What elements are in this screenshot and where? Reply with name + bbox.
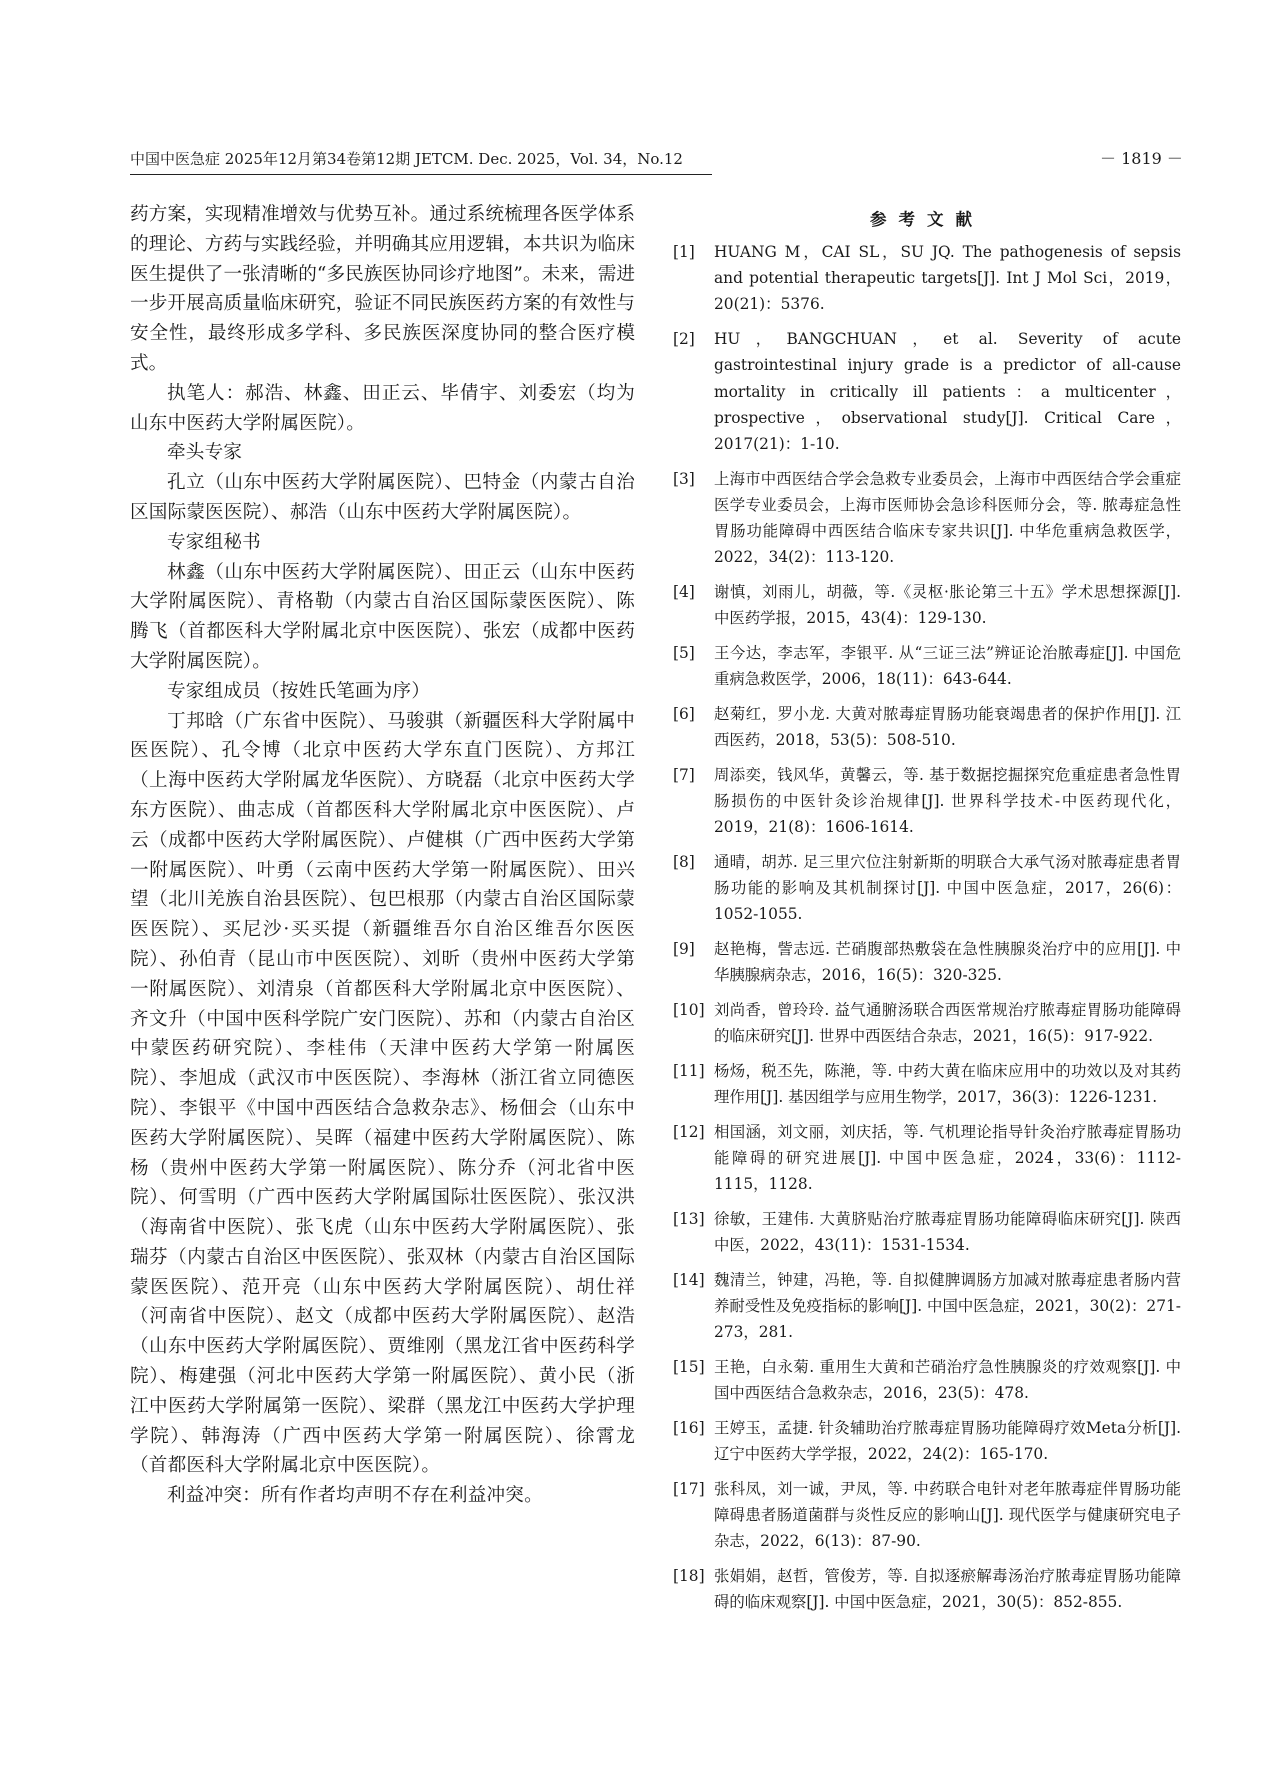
reference-item [673,1354,1181,1406]
reference-number: [1] [673,243,695,261]
reference-item [673,762,1181,841]
page-number: － 1819 － [1100,149,1183,168]
reference-text: 徐敏，王建伟. 大黄脐贴治疗脓毒症胃肠功能障碍临床研究[J]. 陕西中医，2022，43(11)：1531-1534. [714,1209,1181,1254]
reference-text: 谢慎，刘雨儿，胡薇，等.《灵枢·胀论第三十五》学术思想探源[J]. 中医药学报，2015，43(4)：129-130. [714,582,1181,628]
reference-item [673,1267,1181,1346]
reference-text: 张娟娟，赵哲，管俊芳，等. 自拟逐瘀解毒汤治疗脓毒症胃肠功能障碍的临床观察[J]. 中国中医急症，2021，30(5)：852-855. [714,1566,1181,1611]
lead-experts-heading: 牵头专家 [167,442,243,464]
reference-item [673,997,1181,1049]
left-column [130,200,635,1511]
reference-item [673,1476,1181,1555]
reference-number: [18] [673,1566,705,1585]
reference-item [673,1119,1181,1198]
reference-item [673,466,1181,571]
reference-text: 王艳，白永菊. 重用生大黄和芒硝治疗急性胰腺炎的疗效观察[J]. 中国中西医结合急救杂志，2016，23(5)：478. [714,1357,1181,1402]
reference-item [673,1563,1181,1615]
reference-item [673,1058,1181,1110]
reference-number: [3] [673,469,695,488]
reference-item [673,326,1181,457]
reference-text: 赵艳梅，訾志远. 芒硝腹部热敷袋在急性胰腺炎治疗中的应用[J]. 中华胰腺病杂志，2016，16(5)：320-325. [714,939,1181,985]
reference-number: [8] [673,852,695,871]
reference-item [673,579,1181,631]
reference-text: 王今达，李志军，李银平. 从“三证三法”辨证论治脓毒症[J]. 中国危重病急救医学，2006，18(11)：643-644. [714,643,1181,689]
reference-number: [4] [673,582,695,601]
reference-text: HU，BANGCHUAN，et al. Severity of acute gastrointestinal injury grade is a predictor of all-cause mortality in critically ill patients：a multicenter，prospective，observational study[J]. Critical Care，2017(21)：1-10. [714,330,1181,453]
reference-text: 通晴，胡苏. 足三里穴位注射新斯的明联合大承气汤对脓毒症患者胃肠功能的影响及其机制探讨[J]. 中国中医急症，2017，26(6)：1052-1055. [714,852,1181,924]
secretary-list: 林鑫（山东中医药大学附属医院）、田正云（山东中医药大学附属医院）、青格勒（内蒙古自治区国际蒙医医院）、陈腾飞（首都医科大学附属北京中医医院）、张宏（成都中医药大学附属医院）。 [130,561,635,672]
reference-item [673,936,1181,988]
reference-text: 张科凤，刘一诚，尹凤，等. 中药联合电针对老年脓毒症伴胃肠功能障碍患者肠道菌群与炎性反应的影响山[J]. 现代医学与健康研究电子杂志，2022，6(13)：87-90. [714,1479,1181,1550]
conflict-statement: 利益冲突：所有作者均声明不存在利益冲突。 [167,1485,543,1507]
members-list: 丁邦晗（广东省中医院）、马骏骐（新疆医科大学附属中医医院）、孔令博（北京中医药大学东直门医院）、方邦江（上海中医药大学附属龙华医院）、方晓磊（北京中医药大学东方医院）、曲志成（首都医科大学附属北京中医医院）、卢云（成都中医药大学附属医院）、卢健棋（广西中医药大学第一附属医院）、叶勇（云南中医药大学第一附属医院）、田兴望（北川羌族自治县医院）、包巴根那（内蒙古自治区国际蒙医医院）、买尼沙·买买提（新疆维吾尔自治区维吾尔医医院）、孙伯青（昆山市中医医院）、刘昕（贵州中医药大学第一附属医院）、刘清泉（首都医科大学附属北京中医医院）、齐文升（中国中医科学院广安门医院）、苏和（内蒙古自治区中蒙医药研究院）、李桂伟（天津中医药大学第一附属医院）、李旭成（武汉市中医医院）、李海林（浙江省立同德医院）、李银平《中国中西医结合急救杂志》、杨佃会（山东中医药大学附属医院）、吴晖（福建中医药大学附属医院）、陈杨（贵州中医药大学第一附属医院）、陈分乔（河北省中医院）、何雪明（广西中医药大学附属国际壮医医院）、张汉洪（海南省中医院）、张飞虎（山东中医药大学附属医院）、张瑞芬（内蒙古自治区中医医院）、张双林（内蒙古自治区国际蒙医医院）、范开亮（山东中医药大学附属医院）、胡仕祥（河南省中医院）、赵文（成都中医药大学附属医院）、赵浩（山东中医药大学附属医院）、贾维刚（黑龙江省中医药科学院）、梅建强（河北中医药大学第一附属医院）、黄小民（浙江中医药大学附属第一医院）、梁群（黑龙江中医药大学护理学院）、韩海涛（广西中医药大学第一附属医院）、徐霄龙（首都医科大学附属北京中医医院）。 [130,710,635,1477]
reference-number: [5] [673,643,695,662]
reference-text: 魏清兰，钟建，冯艳，等. 自拟健脾调肠方加减对脓毒症患者肠内营养耐受性及免疫指标的影响[J]. 中国中医急症，2021，30(2)：271-273，281. [714,1270,1181,1342]
reference-number: [11] [673,1061,705,1080]
reference-text: 杨炀，税丕先，陈滟，等. 中药大黄在临床应用中的功效以及对其药理作用[J]. 基因组学与应用生物学，2017，36(3)：1226-1231. [714,1061,1181,1106]
right-column [673,208,1181,1624]
reference-text: 上海市中西医结合学会急救专业委员会，上海市中西医结合学会重症医学专业委员会，上海市医师协会急诊科医师分会，等. 脓毒症急性胃肠功能障碍中西医结合临床专家共识[J]. 中华危重病急救医学，2022，34(2)：113-120. [714,469,1181,567]
members-heading: 专家组成员（按姓氏笔画为序） [167,680,431,702]
reference-number: [10] [673,1000,705,1019]
reference-number: [7] [673,765,695,784]
reference-text: 赵菊红，罗小龙. 大黄对脓毒症胃肠功能衰竭患者的保护作用[J]. 江西医药，2018，53(5)：508-510. [714,704,1181,749]
secretary-heading: 专家组秘书 [167,531,261,553]
reference-number: [12] [673,1122,705,1141]
reference-item [673,1415,1181,1467]
reference-item [673,239,1181,318]
reference-text: 周添奕，钱风华，黄馨云，等. 基于数据挖掘探究危重症患者急性胃肠损伤的中医针灸诊治规律[J]. 世界科学技术-中医药现代化，2019，21(8)：1606-1614. [714,765,1181,837]
authors-paragraph: 执笔人：郝浩、林鑫、田正云、毕倩宇、刘委宏（均为山东中医药大学附属医院）。 [130,382,635,434]
reference-number: [17] [673,1479,705,1498]
reference-item [673,1206,1181,1258]
reference-number: [16] [673,1418,705,1437]
reference-text: 王婷玉，孟捷. 针灸辅助治疗脓毒症胃肠功能障碍疗效Meta分析[J]. 辽宁中医药大学学报，2022，24(2)：165-170. [714,1418,1181,1463]
references-title: 参考文献 [870,210,984,229]
reference-item [673,701,1181,753]
reference-item [673,640,1181,692]
reference-number: [15] [673,1357,705,1376]
reference-text: HUANG M，CAI SL，SU JQ. The pathogenesis of sepsis and potential therapeutic targets[J]. Int J Mol Sci，2019，20(21)：5376. [714,243,1181,314]
reference-text: 相国涵，刘文丽，刘庆括，等. 气机理论指导针灸治疗脓毒症胃肠功能障碍的研究进展[J]. 中国中医急症，2024，33(6)：1112-1115，1128. [714,1122,1181,1193]
running-header: 中国中医急症 2025年12月第34卷第12期 JETCM. Dec. 2025，Vol. 34，No.12 [130,150,712,175]
reference-number: [13] [673,1209,705,1228]
reference-number: [9] [673,939,695,958]
reference-item [673,849,1181,928]
reference-list [673,239,1181,1615]
reference-number: [2] [673,330,695,349]
reference-number: [14] [673,1270,705,1289]
reference-number: [6] [673,704,695,723]
conclusion-paragraph: 药方案，实现精准增效与优势互补。通过系统梳理各医学体系的理论、方药与实践经验，并明确其应用逻辑，本共识为临床医生提供了一张清晰的“多民族医协同诊疗地图”。未来，需进一步开展高质量临床研究，验证不同民族医药方案的有效性与安全性，最终形成多学科、多民族医深度协同的整合医疗模式。 [130,204,635,374]
reference-text: 刘尚香，曾玲玲. 益气通腑汤联合西医常规治疗脓毒症胃肠功能障碍的临床研究[J]. 世界中西医结合杂志，2021，16(5)：917-922. [714,1000,1181,1045]
lead-experts-list: 孔立（山东中医药大学附属医院）、巴特金（内蒙古自治区国际蒙医医院）、郝浩（山东中医药大学附属医院）。 [130,472,635,523]
